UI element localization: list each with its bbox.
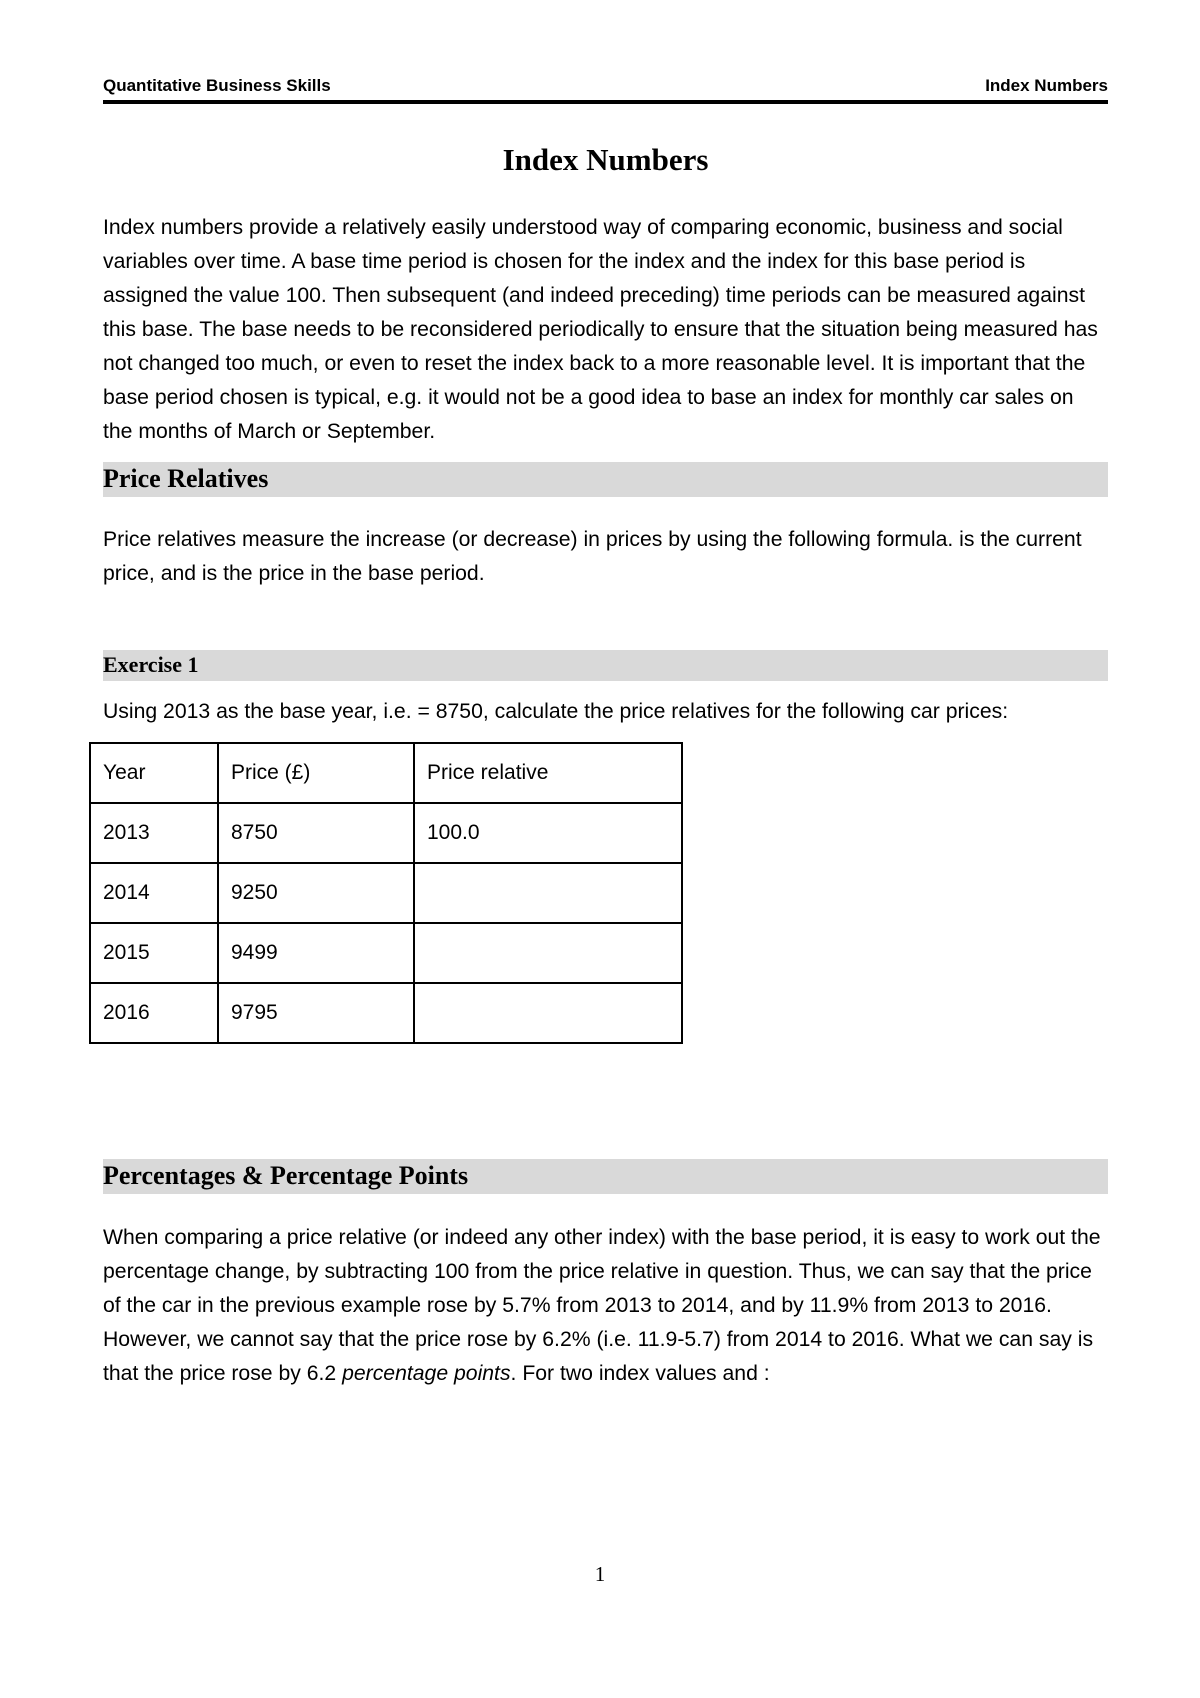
price-relatives-table: [89, 742, 683, 1044]
table-cell-year: 2013: [90, 803, 218, 863]
page-header: [103, 74, 1108, 104]
table-cell-year: 2015: [90, 923, 218, 983]
table-row: [90, 923, 682, 983]
section-heading-percentages: [103, 1159, 1108, 1194]
header-topic-title: Index Numbers: [985, 76, 1108, 95]
section-heading-text: Price Relatives: [103, 464, 269, 493]
table-cell-year: 2014: [90, 863, 218, 923]
table-header-cell: Year: [90, 743, 218, 803]
table-header-cell: Price relative: [414, 743, 682, 803]
price-relatives-paragraph: Price relatives measure the increase (or decrease) in prices by using the following formula. is the current price, and is the price in the base period.: [103, 528, 1082, 585]
section-heading-exercise-1: [103, 650, 1108, 681]
table-cell-price-relative: [414, 863, 682, 923]
percentages-text-start: When comparing a price relative (or indeed any other index) with the base period, it is easy to work out the percentage change, by subtracting 100 from the price relative in question. Thus, we can say that the price of the car in the previous example rose by 5.7% from 2013 to 2014, and by 11.9% from 2013 to 2016. However, we cannot say that the price rose by 6.2% (i.e. 11.9-5.7) from 2014 to 2016. What we can say is that the price rose by 6.2: [103, 1226, 1101, 1385]
table-cell-price-relative: [414, 923, 682, 983]
page-number: 1: [594, 1562, 606, 1586]
table-header-row: [90, 743, 682, 803]
section-heading-text: Exercise 1: [103, 652, 199, 677]
intro-paragraph: Index numbers provide a relatively easily understood way of comparing economic, business and social variables over time. A base time period is chosen for the index and the index for this base period is assigned the value 100. Then subsequent (and indeed preceding) time periods can be measured against this base. The base needs to be reconsidered periodically to ensure that the situation being measured has not changed too much, or even to reset the index back to a more reasonable level. It is important that the base period chosen is typical, e.g. it would not be a good idea to base an index for monthly car sales on the months of March or September.: [103, 216, 1098, 443]
table-cell-price: 9250: [218, 863, 414, 923]
section-heading-price-relatives: [103, 462, 1108, 497]
table-header-cell: Price (£): [218, 743, 414, 803]
table-cell-year: 2016: [90, 983, 218, 1043]
table-cell-price: 9795: [218, 983, 414, 1043]
table-row: [90, 803, 682, 863]
table-cell-price: 9499: [218, 923, 414, 983]
table-cell-price: 8750: [218, 803, 414, 863]
section-heading-text: Percentages & Percentage Points: [103, 1161, 469, 1190]
percentages-text-emphasis: percentage points: [342, 1362, 511, 1385]
table-cell-price-relative: 100.0: [414, 803, 682, 863]
header-course-title: Quantitative Business Skills: [103, 76, 331, 95]
percentages-text-end: . For two index values and :: [510, 1362, 770, 1385]
page-title: Index Numbers: [502, 142, 709, 177]
exercise-1-instructions: Using 2013 as the base year, i.e. = 8750, calculate the price relatives for the following car prices:: [103, 700, 1009, 723]
table-cell-price-relative: [414, 983, 682, 1043]
percentages-paragraph: [103, 1221, 1108, 1391]
table-row: [90, 983, 682, 1043]
table-row: [90, 863, 682, 923]
